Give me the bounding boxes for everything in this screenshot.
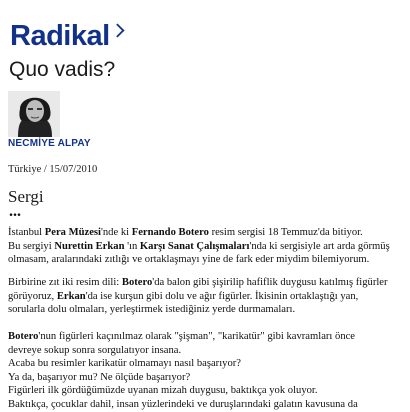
text-run: olmasam, aralarındaki zıtlığı ve ortaklaşmayı yine de fark eder miydim bilemiyorum. (8, 254, 370, 266)
bold-term: Karşı Sanat Çalışmaları (139, 240, 250, 252)
bold-term: Erkan (56, 290, 86, 302)
bold-term: Nurettin Erkan (54, 240, 125, 252)
paragraph-1 (8, 226, 406, 267)
paragraph-line (8, 384, 406, 398)
text-run: 'da balon gibi şişirilip hafiflik duygusu katılmış figürler (152, 277, 388, 288)
logo-mark-icon (110, 23, 124, 37)
paragraph-line (8, 357, 406, 371)
paragraph-3 (8, 330, 406, 412)
text-run: İstanbul (8, 227, 45, 238)
paragraph-line (8, 226, 406, 240)
author-name[interactable]: NECMİYE ALPAY (8, 138, 91, 149)
text-run: 'nde ki (100, 227, 132, 238)
paragraph-line (8, 344, 406, 358)
text-run: Acaba bu resimler karikatür olmamayı nasıl başarıyor? (8, 358, 241, 370)
paragraph-line (8, 290, 406, 304)
paragraph-line (8, 303, 406, 317)
paragraph-line (8, 276, 406, 290)
bold-term: Fernando Botero (131, 227, 209, 238)
text-run: Ya da, başarıyor mu? Ne ölçüde başarıyor? (8, 371, 191, 383)
paragraph-line (8, 253, 406, 267)
bold-term: Botero (8, 331, 39, 342)
article-meta: Türkiye / 15/07/2010 (8, 164, 98, 175)
text-run: devreye sokup sonra sorgulatıyor insana. (8, 344, 182, 356)
logo[interactable] (10, 22, 123, 51)
text-run: 'da ise kurşun gibi dolu ve ağır figürler. İkisinin ortaklaştığı yan, (85, 290, 359, 302)
text-run: Baktıkça, çocuklar dahil, insan yüzlerindeki ve duruşlarındaki galatın kavusuna da (8, 398, 358, 410)
paragraph-line (8, 330, 406, 344)
text-run: Bu sergiyi (8, 240, 55, 252)
text-run: 'ın (124, 240, 140, 252)
paragraph-line (8, 398, 406, 412)
text-run: görüyoruz, (8, 290, 57, 302)
article-headline: Quo vadis? (9, 58, 116, 81)
text-run: resim sergisi 18 Temmuz'da bitiyor. (208, 227, 363, 238)
text-run: 'nun figürleri kaçınılmaz olarak "şişman", "karikatür" gibi kavramları önce (38, 331, 356, 342)
bold-term: Botero (121, 277, 153, 288)
text-run: 'nda ki sergisiyle art arda görmüş (249, 240, 390, 252)
author-avatar (8, 91, 60, 137)
paragraph-line (8, 240, 406, 254)
text-run: sorularla dolu olmaları, yerleştirmek istediğiniz yerde durmamaları. (8, 304, 296, 316)
text-run: Figürleri ilk gördüğümüzde uyanan mizah duygusu, baktıkça yok oluyor. (8, 385, 318, 397)
text-run: Birbirine zıt iki resim dili: (8, 277, 122, 288)
section-title: Sergi (8, 187, 44, 206)
bold-term: Pera Müzesi (44, 227, 101, 238)
paragraph-line (8, 371, 406, 385)
paragraph-2 (8, 276, 406, 317)
section-ellipsis: ... (9, 203, 21, 220)
logo-text: Radikal (10, 20, 110, 52)
